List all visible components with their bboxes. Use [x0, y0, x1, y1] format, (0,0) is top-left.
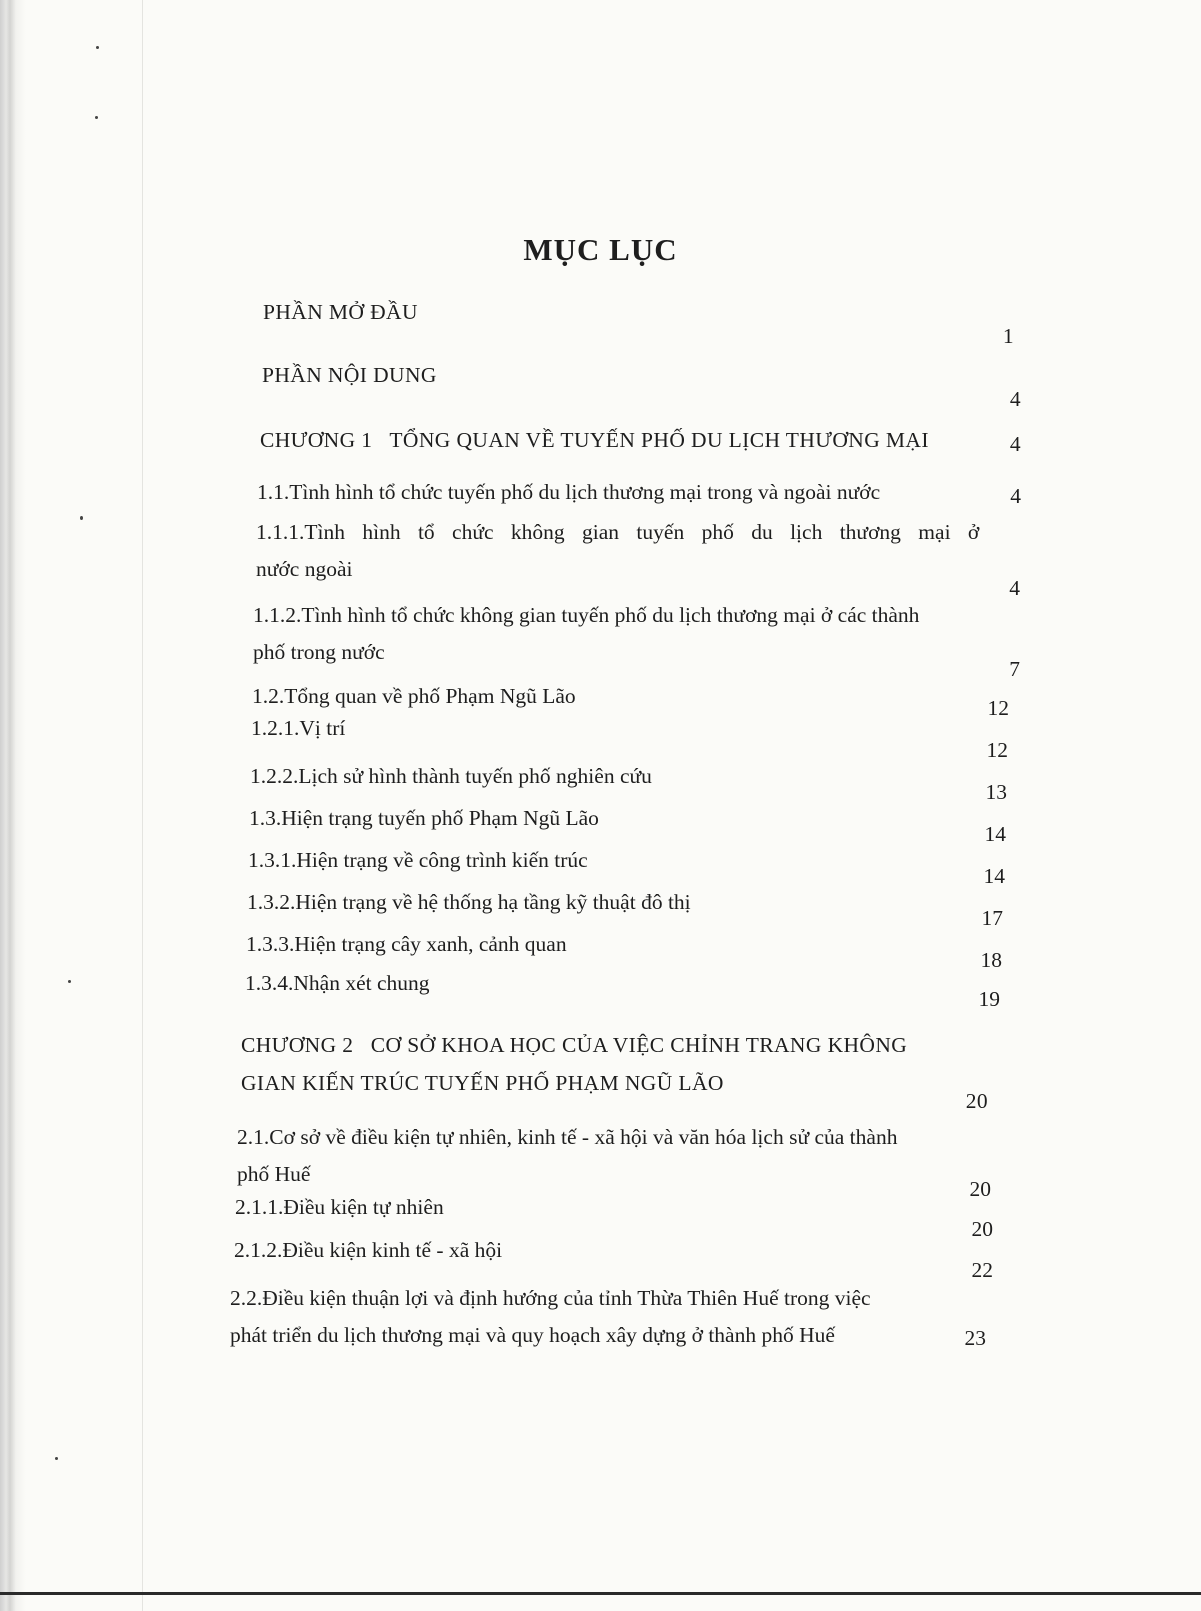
toc-entry-title: 1.2.2.Lịch sử hình thành tuyến phố nghiên cứu: [250, 764, 652, 788]
toc-entry: [245, 973, 1000, 1013]
toc-entry-title: 1.1.Tình hình tổ chức tuyến phố du lịch thương mại trong và ngoài nước: [257, 480, 881, 504]
toc-entry-page: 12: [986, 738, 1008, 762]
toc-entry-title-line2: GIAN KIẾN TRÚC TUYẾN PHỐ PHẠM NGŨ LÃO: [241, 1071, 724, 1095]
toc-entry: [247, 892, 1003, 932]
toc-entry: [241, 1033, 1000, 1113]
toc-entry-title: 1.3.1.Hiện trạng về công trình kiến trúc: [248, 848, 588, 872]
toc-entry: [262, 365, 1021, 415]
toc-entry: [250, 766, 1007, 806]
toc-entry-title-line2: phát triển du lịch thương mại và quy hoạch xây dựng ở thành phố Huế: [230, 1323, 835, 1347]
toc-entry-page: 20: [969, 1177, 991, 1201]
toc-entry-title: 1.3.Hiện trạng tuyến phố Phạm Ngũ Lão: [249, 806, 599, 830]
toc-entry-page: 4: [1009, 432, 1021, 456]
toc-entry-title: 2.2.Điều kiện thuận lợi và định hướng của tỉnh Thừa Thiên Huế trong việc: [230, 1286, 871, 1310]
toc-entry-page: 22: [971, 1258, 993, 1282]
toc-entry-page: 12: [987, 696, 1009, 720]
toc-entry-page: 23: [964, 1326, 986, 1350]
toc-entry-title: CHƯƠNG 2 CƠ SỞ KHOA HỌC CỦA VIỆC CHỈNH TRANG KHÔNG: [241, 1033, 908, 1057]
bottom-rule: [0, 1592, 1201, 1595]
toc-entry: [246, 934, 1002, 974]
toc-entry-title: 1.2.1.Vị trí: [251, 716, 346, 740]
page-title: MỤC LỤC: [523, 232, 678, 267]
toc-entry-page: 4: [1010, 484, 1021, 508]
toc-entry-title: 1.1.1.Tình hình tổ chức không gian tuyến phố du lịch thương mại ở: [256, 520, 980, 544]
toc-entry-page: 17: [981, 906, 1003, 930]
toc-entry-page: 4: [1009, 576, 1020, 600]
toc-entry-title: 2.1.1.Điều kiện tự nhiên: [235, 1195, 444, 1219]
toc-entry-title: 1.2.Tổng quan về phố Phạm Ngũ Lão: [252, 684, 576, 708]
toc-entry-page: 19: [978, 987, 1000, 1011]
toc-entry: [235, 1195, 993, 1241]
toc-entry-title-line2: phố trong nước: [253, 640, 385, 664]
toc-entry-title: CHƯƠNG 1 TỔNG QUAN VỀ TUYẾN PHỐ DU LỊCH THƯƠNG MẠI: [260, 428, 929, 452]
toc-entry: [251, 716, 1008, 762]
toc-entry-title: 1.3.4.Nhận xét chung: [245, 971, 430, 995]
toc-entry-title: 1.1.2.Tình hình tổ chức không gian tuyến phố du lịch thương mại ở các thành: [253, 603, 920, 627]
toc-entry-page: 13: [985, 780, 1007, 804]
toc-entry: [248, 850, 1005, 890]
toc-entry-page: 1: [1002, 324, 1014, 348]
toc-entry-title-line2: phố Huế: [237, 1162, 311, 1186]
toc-entry: [230, 1288, 990, 1358]
toc-entry-title: 2.1.2.Điều kiện kinh tế - xã hội: [234, 1238, 503, 1262]
toc-entry: [257, 482, 1021, 510]
toc-entry: [256, 520, 1020, 600]
toc-entry-title: 2.1.Cơ sở về điều kiện tự nhiên, kinh tế - xã hội và văn hóa lịch sử của thành: [237, 1125, 898, 1149]
toc-entry-page: 4: [1009, 387, 1021, 411]
toc-entry-page: 20: [965, 1089, 988, 1113]
toc-entry: [260, 430, 1021, 460]
toc-entry: [249, 808, 1006, 848]
toc-entry-page: 18: [980, 948, 1002, 972]
toc-entry: [253, 603, 1020, 681]
toc-entry: [237, 1125, 999, 1201]
toc-entry: [263, 302, 1014, 352]
toc-entry-page: 14: [984, 822, 1006, 846]
toc-entry-page: 7: [1009, 657, 1020, 681]
toc-entry: [234, 1240, 993, 1280]
toc-entry-title: PHẦN NỘI DUNG: [262, 363, 437, 387]
toc-entry-title: PHẦN MỞ ĐẦU: [263, 300, 418, 324]
toc-entry-title-line2: nước ngoài: [256, 557, 353, 581]
toc-entry-title: 1.3.3.Hiện trạng cây xanh, cảnh quan: [246, 932, 567, 956]
toc-entry-page: 14: [983, 864, 1005, 888]
toc-entry-page: 20: [971, 1217, 993, 1241]
toc-entry-title: 1.3.2.Hiện trạng về hệ thống hạ tầng kỹ thuật đô thị: [247, 890, 691, 914]
